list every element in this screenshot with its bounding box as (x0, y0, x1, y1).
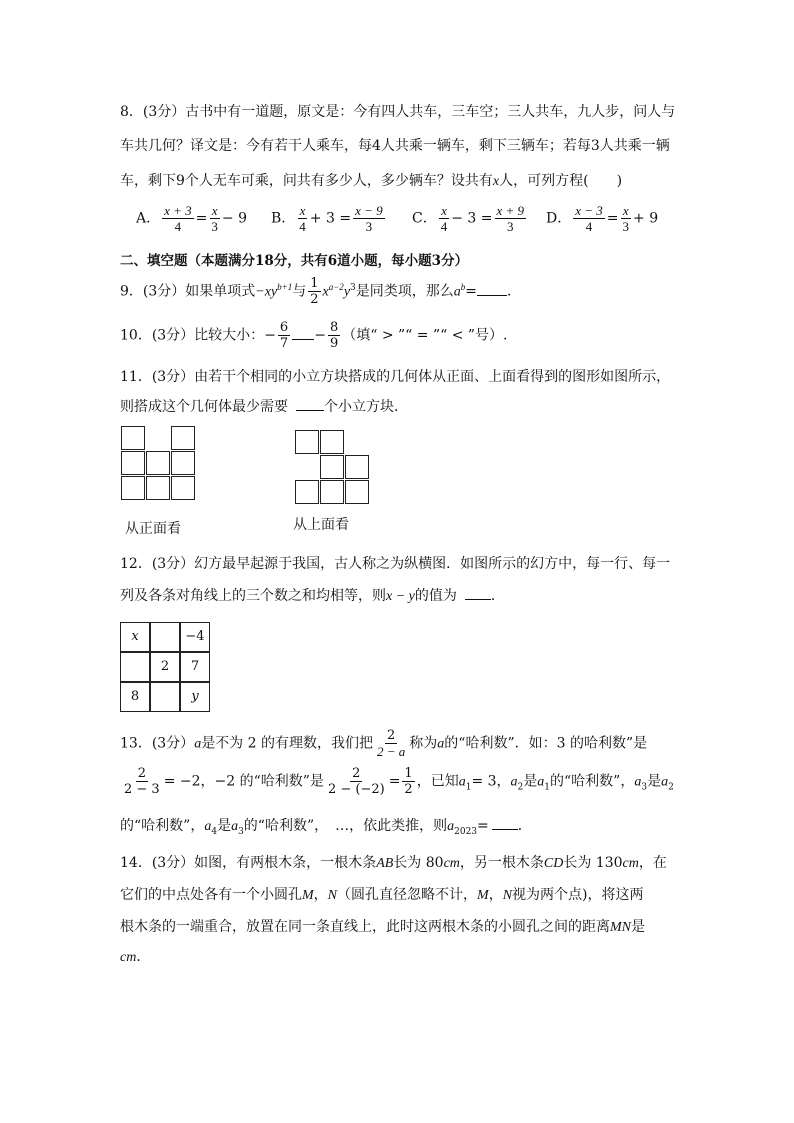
top-view-caption: 从上面看 (293, 517, 349, 533)
q8-line1: 8．(3分）古书中有一道题，原文是：今有四人共车，三车空；三人共车，九人步，问人与 (120, 104, 676, 120)
opt-d-lnum: x − 3 (575, 203, 603, 218)
magic-cell: 8 (120, 682, 150, 712)
q13-a2: a (510, 774, 518, 790)
q12-line2 (120, 585, 505, 605)
q9-mono2-xexp: a−2 (328, 281, 344, 292)
q8-option-b[interactable] (271, 203, 387, 234)
q13-f-den: 2 − a (377, 744, 406, 759)
opt-c-minus: − 3 = (451, 210, 493, 227)
opt-b-lnum: x (299, 203, 306, 218)
q13-l3-d: = (477, 818, 489, 834)
q12-line2-a: 列及各条对角线上的三个数之和均相等，则 (120, 588, 386, 604)
q13-l1-c: 称为 (409, 735, 438, 752)
q13-l2-f-den: 2 − 3 (124, 782, 160, 797)
q13-l3-c: 的“哈利数”， …，依此类推，则 (243, 818, 448, 834)
q9-coef-num: 1 (310, 276, 319, 291)
q13-l2-g-num: 2 (352, 766, 361, 781)
q9-prefix: 9．(3分）如果单项式 (120, 283, 256, 300)
q13-a3b: a (231, 819, 239, 834)
q10-answer-blank[interactable] (292, 339, 314, 340)
q13-end: ． (517, 818, 532, 834)
q13-l2-g-den: 2 − (−2) (327, 782, 385, 797)
q9-with: 与 (292, 283, 307, 300)
q14-cm1: cm (443, 856, 460, 871)
q13-l2-e: 是 (523, 773, 538, 790)
opt-b-plus: + 3 = (309, 210, 352, 227)
q14-l1-a: 14．(3分）如图，有两根木条，一根木条 (120, 855, 377, 871)
opt-d-lden: 4 (585, 219, 593, 234)
q14-line2 (120, 884, 644, 904)
opt-a-lden: 4 (174, 219, 182, 234)
q9 (120, 276, 521, 307)
q14-cd: CD (543, 856, 564, 871)
q13-line1 (120, 728, 647, 759)
q14-m2: M (477, 888, 489, 903)
q14-l2-b: ， (313, 887, 328, 903)
q14-ab: AB (376, 856, 394, 871)
q13-var-a: a (194, 736, 202, 752)
opt-a-eq: = (195, 210, 208, 227)
q13-line3: 的“哈利数”，$a_4$是$a_3$的“哈利数”， …，依此类推，则$a_{2023}=$ ． (120, 818, 532, 837)
q14-l4-end: ． (136, 949, 151, 965)
q9-answer-blank[interactable] (477, 295, 507, 296)
q10-b-sign: − (314, 327, 326, 344)
q11-line2-b: 个小立方块． (324, 399, 408, 415)
q13-num: 13．(3分） (120, 735, 195, 752)
q13-l2-h-num: 1 (404, 766, 413, 781)
opt-d-rden: 3 (622, 219, 630, 234)
opt-d-tail: + 9 (633, 210, 659, 227)
q14-l1-b: 长为 80 (393, 855, 444, 871)
opt-a-tail: − 9 (221, 210, 247, 227)
opt-d-rnum: x (622, 203, 629, 218)
q14-cm3: cm (120, 950, 137, 965)
q13-l3-a: 的“哈利数”， (120, 818, 205, 834)
q14-line4 (120, 946, 150, 966)
q13-var-a2: a (437, 736, 445, 752)
opt-a-rden: 3 (211, 219, 218, 234)
q10 (120, 320, 508, 351)
q14-cm2: cm (622, 856, 639, 871)
q14-l2-d: 视为两个点)，将这两 (512, 887, 644, 903)
magic-cell (120, 652, 150, 682)
q12-line1: 12．(3分）幻方最早起源于我国，古人称之为纵横图．如图所示的幻方中，每一行、每一 (120, 556, 671, 572)
q9-mono2-y: y (343, 284, 351, 300)
q14-l1-d: 长为 130 (563, 855, 623, 871)
option-b-label: B． (271, 210, 296, 227)
q13-a1b: a (537, 774, 545, 790)
opt-a-rnum: x (211, 203, 218, 218)
q9-mono1: −xy (255, 284, 278, 300)
q8-line3-a: 车，剩下9个人无车可乘，问共有多少人，多少辆车？设共有 (120, 173, 493, 189)
q9-mono2-x: x (322, 284, 329, 300)
q9-end: ． (507, 283, 521, 300)
q10-b-num: 8 (329, 320, 339, 335)
q13-l2-b: = (388, 773, 401, 790)
q13-l1-b: 是不为 2 的有理数，我们把 (201, 735, 373, 752)
q8-line2: 车共几何？译文是：今有若干人乘车，每4人共乘一辆车，剩下三辆车；若每3人共乘一辆 (120, 138, 670, 154)
q13-l2-a: = −2，−2 的“哈利数”是 (163, 773, 324, 790)
q10-suffix: （填“ > ”“ = ”“ < ”号）. (342, 327, 508, 344)
q8-var-x: x (492, 174, 500, 189)
q10-a-sign: − (264, 327, 276, 344)
q9-b-exp: b (460, 281, 466, 292)
q14-l1-c: ，另一根木条 (459, 855, 544, 871)
q8-line3 (120, 170, 622, 190)
q11-line2 (120, 396, 408, 416)
q14-l3-end: 是 (631, 919, 645, 935)
q8-option-a[interactable] (136, 203, 247, 234)
q8-option-d[interactable] (546, 203, 658, 234)
q13-l2-g: 是 (647, 773, 662, 790)
q14-n: N (327, 888, 338, 903)
q13-l2-f: 的“哈利数”， (550, 773, 635, 790)
q14-mn: MN (610, 920, 631, 935)
opt-c-lnum: x (441, 203, 447, 218)
q13-a3: a (634, 774, 642, 790)
q14-l2-a: 它们的中点处各有一个小圆孔 (120, 887, 302, 903)
q14-l3: 根木条的一端重合，放置在同一条直线上，此时这两根木条的小圆孔之间的距离 (120, 919, 610, 935)
q14-l2-comma: ， (488, 887, 503, 903)
opt-b-rden: 3 (365, 219, 373, 234)
opt-a-lnum: x + 3 (164, 203, 192, 218)
q13-l2-h-den: 2 (404, 782, 413, 797)
option-c-label: C． (412, 210, 437, 227)
q9-a: a (453, 284, 461, 300)
q10-prefix: 10．(3分）比较大小： (120, 327, 265, 344)
magic-cell: −4 (180, 622, 210, 652)
q12-answer-blank[interactable] (465, 599, 491, 600)
opt-d-eq: = (606, 210, 619, 227)
magic-cell (150, 682, 180, 712)
magic-cell: x (120, 622, 150, 652)
q10-a-num: 6 (279, 320, 289, 335)
opt-b-lden: 4 (299, 219, 306, 234)
q13-l2-d: = 3， (471, 773, 511, 790)
opt-c-lden: 4 (440, 219, 448, 234)
opt-b-rnum: x − 9 (355, 203, 383, 218)
q13-a4: a (204, 819, 212, 834)
section-2-heading: 二、填空题（本题满分18分，共有6道小题，每小题3分） (120, 253, 469, 269)
q10-a-den: 7 (279, 336, 289, 351)
q13-a2b: a (661, 774, 669, 790)
magic-cell: 7 (180, 652, 210, 682)
magic-cell: 2 (150, 652, 180, 682)
magic-cell: y (180, 682, 210, 712)
q8-line3-b: 人，可列方程( ) (499, 173, 623, 189)
opt-c-rnum: x + 9 (496, 203, 525, 218)
q9-mid: 是同类项，那么 (355, 283, 454, 300)
q13-answer-blank[interactable] (492, 829, 518, 830)
q12-end: ． (490, 588, 505, 604)
q9-coef-den: 2 (310, 292, 319, 307)
q9-mono1-exp: b+1 (277, 281, 293, 292)
magic-cell (150, 622, 180, 652)
option-d-label: D． (546, 210, 572, 227)
front-view-caption: 从正面看 (125, 521, 181, 537)
q11-line2-a: 则搭成这个几何体最少需要 (120, 399, 288, 415)
q13-l2-c: ，已知 (416, 773, 459, 790)
q14-l2-c: （圆孔直径忽略不计， (337, 887, 478, 903)
opt-c-rden: 3 (507, 219, 514, 234)
q14-l1-e: ，在 (638, 855, 667, 871)
q11-line1: 11．(3分）由若干个相同的小立方块搭成的几何体从正面、上面看得到的图形如图所示， (120, 369, 671, 385)
q13-line2: $\frac{2}{2 - 3}$ = −2，−2 的“哈利数”是 $\frac{2}{2 - (-2)}$ = $\frac{1}{2}$ ，已知$a_1= 3$，$a_2$是$a_1$的“哈利数”，$a_3$是$a_2$ (124, 766, 674, 797)
q13-l1-d: 的“哈利数”．如：3 的哈利数”是 (444, 735, 648, 752)
magic-square (120, 622, 212, 714)
q13-l3-b: 是 (217, 818, 232, 834)
q10-b-den: 9 (329, 336, 339, 351)
q13-a2023: a (447, 819, 455, 834)
q8-option-c[interactable] (412, 203, 528, 234)
front-view-figure (121, 426, 197, 502)
q13-f-num: 2 (387, 728, 396, 743)
top-view-figure (295, 430, 371, 506)
q13-l2-f-num: 2 (137, 766, 146, 781)
q12-expr: x − y (386, 589, 415, 604)
q14-m: M (302, 888, 314, 903)
q11-answer-blank[interactable] (296, 410, 324, 411)
q14-n2: N (502, 888, 513, 903)
q9-mono2-yexp: 3 (350, 282, 356, 293)
option-a-label: A． (136, 210, 161, 227)
q14-line3 (120, 916, 645, 936)
q12-line2-b: 的值为 (414, 588, 457, 604)
q9-eq: = (465, 283, 477, 300)
q13-a1: a (458, 774, 466, 790)
q14-line1 (120, 852, 667, 872)
